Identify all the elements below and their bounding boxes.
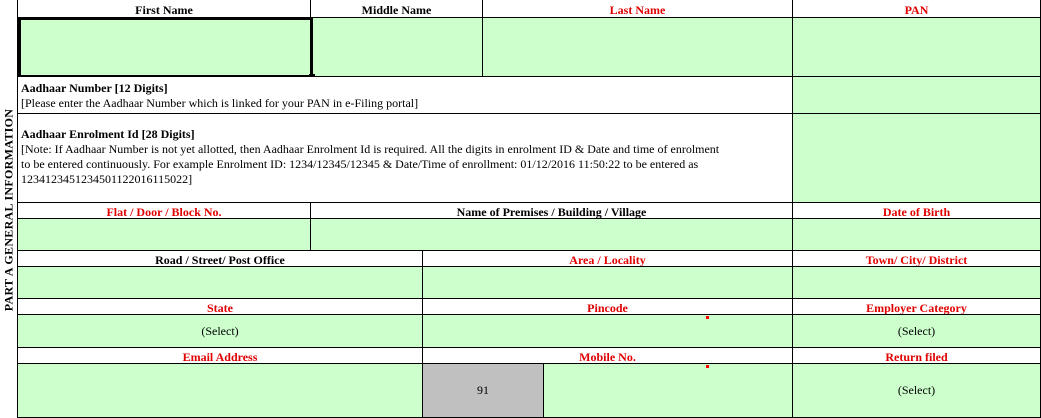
enrolment-note-line2: to be entered continuously. For example Enrolment ID: 1234/12345/12345 & Date/Time of enrollment: 01/12/2016 11:50:22 to be entered as xyxy=(21,157,699,171)
last-name-input[interactable] xyxy=(483,18,793,77)
comment-indicator[interactable] xyxy=(706,316,709,319)
road-input[interactable] xyxy=(18,267,423,299)
flat-input[interactable] xyxy=(18,219,311,251)
header-area: Area / Locality xyxy=(423,251,793,267)
pincode-input[interactable] xyxy=(423,315,793,348)
mobile-input[interactable] xyxy=(544,364,793,418)
enrolment-note-line3: 1234123451234501122016115022] xyxy=(21,172,193,186)
header-return-filed: Return filed xyxy=(793,348,1041,364)
aadhaar-enrolment-input[interactable] xyxy=(793,114,1041,203)
header-email: Email Address xyxy=(18,348,423,364)
comment-indicator[interactable] xyxy=(706,365,709,368)
active-cell-selection xyxy=(18,17,313,78)
section-label: PART A GENERAL INFORMATION xyxy=(1,108,15,312)
header-employer-category: Employer Category xyxy=(793,299,1041,315)
enrolment-title: Aadhaar Enrolment Id [28 Digits] xyxy=(21,127,195,141)
dob-input[interactable] xyxy=(793,219,1041,251)
header-flat: Flat / Door / Block No. xyxy=(18,203,311,219)
enrolment-note-line1: [Note: If Aadhaar Number is not yet allotted, then Aadhaar Enrolment Id is required. All the digits in enrolment ID & Date and time of enrolment xyxy=(21,142,720,156)
header-mobile: Mobile No. xyxy=(423,348,793,364)
header-town: Town/ City/ District xyxy=(793,251,1041,267)
header-road: Road / Street/ Post Office xyxy=(18,251,423,267)
mobile-country-code: 91 xyxy=(423,364,544,418)
aadhaar-title: Aadhaar Number [12 Digits] xyxy=(21,81,168,95)
aadhaar-note: [Please enter the Aadhaar Number which is linked for your PAN in e-Filing portal] xyxy=(21,96,419,110)
section-label-cell xyxy=(0,0,18,418)
header-last-name: Last Name xyxy=(483,0,793,18)
enrolment-label-cell xyxy=(18,114,793,203)
header-middle-name: Middle Name xyxy=(311,0,483,18)
header-premises: Name of Premises / Building / Village xyxy=(311,203,793,219)
premises-input[interactable] xyxy=(311,219,793,251)
aadhaar-number-input[interactable] xyxy=(793,77,1041,114)
header-state: State xyxy=(18,299,423,315)
middle-name-input[interactable] xyxy=(311,18,483,77)
employer-category-select[interactable]: (Select) xyxy=(793,315,1041,348)
town-input[interactable] xyxy=(793,267,1041,299)
pan-input[interactable] xyxy=(793,18,1041,77)
return-filed-select[interactable]: (Select) xyxy=(793,364,1041,418)
state-select[interactable]: (Select) xyxy=(18,315,423,348)
header-pincode: Pincode xyxy=(423,299,793,315)
header-first-name: First Name xyxy=(18,0,311,18)
email-input[interactable] xyxy=(18,364,423,418)
header-pan: PAN xyxy=(793,0,1041,18)
header-dob: Date of Birth xyxy=(793,203,1041,219)
area-input[interactable] xyxy=(423,267,793,299)
aadhaar-label-cell xyxy=(18,77,793,114)
